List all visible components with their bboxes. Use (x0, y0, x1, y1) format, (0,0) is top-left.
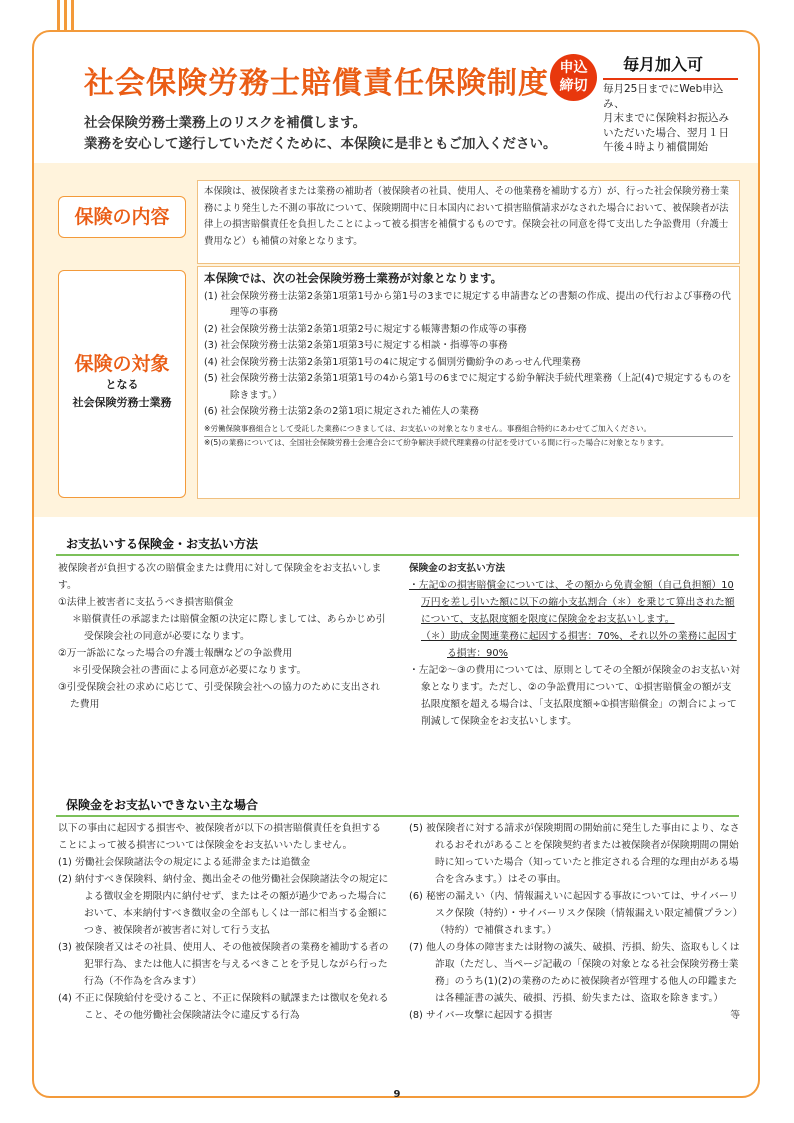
exclusion-item: (7) 他人の身体の障害または財物の滅失、破損、汚損、紛失、盗取もしくは詐取（ただし、当ページ記載の「保険の対象となる社会保険労務士業務」のうち(1)(2)の業務のために被保険者が管理する他人の印鑑または各種証書の滅失、破損、汚損、紛失または、盗取を除きます。） (409, 942, 740, 1004)
coverage-note: ※(5)の業務については、全国社会保険労務士会連合会にて紛争解決手続代理業務の付記を受けている間に行った場合に対象となります。 (204, 437, 669, 447)
page-number: 9 (393, 1089, 401, 1100)
exclusions-left-column: 以下の事由に起因する損害や、被保険者が以下の損害賠償責任を負担することによって被る損害については保険金をお支払いいたしません。 (1) 労働社会保険諸法令の規定による延滞金または追徴金 (2) 納付すべき保険料、納付金、拠出金その他労働社会保険諸法令の規定による徴収金を期限内に納付せず、またはその額が過少であった場合において、本来納付すべき徴収金の全部もしくは一部に相当する金額につき、被保険者が被害者に対して行う支払 (3) 被保険者又はその社員、使用人、その他被保険者の業務を補助する者の犯罪行為、または他人に損害を与えるべきことを予見しながら行った行為（不作為を含みます） (4) 不正に保険給付を受けること、不正に保険料の賦課または徴収を免れること、その他労働社会保険諸法令に違反する行為 (58, 820, 390, 1024)
coverage-item: (5) 社会保険労務士法第2条第1項第1号の4から第1号の6までに規定する紛争解決手続代理業務（上記(4)で規定するものを除きます。） (204, 373, 732, 401)
payment-ratio-note: （＊）助成金関連業務に起因する損害：70%、それ以外の業務に起因する損害：90% (421, 631, 737, 659)
exclusion-item: (8) サイバー攻撃に起因する損害 等 (409, 1010, 740, 1021)
exclusion-item: (6) 秘密の漏えい（内、情報漏えいに起因する事故については、サイバーリスク保険（特約）・サイバーリスク保険（情報漏えい限定補償プラン）（特約）で補償されます。） (409, 891, 739, 936)
exclusion-item: (2) 納付すべき保険料、納付金、拠出金その他労働社会保険諸法令の規定による徴収金を期限内に納付せず、またはその額が過少であった場合において、本来納付すべき徴収金の全部もしくは一部に相当する金額につき、被保険者が被害者に対して行う支払 (58, 874, 389, 936)
payment-method-title: 保険金のお支払い方法 (409, 563, 505, 574)
monthly-enrollment-note: 毎月25日までにWeb申込み、 月末までに保険料お振込み いただいた場合、翌月１日 午後４時より補償開始 (603, 83, 729, 153)
exclusion-item: (1) 労働社会保険諸法令の規定による延滞金または追徴金 (58, 857, 311, 868)
coverage-content (197, 266, 740, 499)
payment-cost-text: ・左記②～③の費用については、原則としてその全額が保険金のお支払い対象となります。ただし、②の争訟費用について、①損害賠償金の額が支払限度額を超える場合は、「支払限度額÷①損害賠償金」の割合によって削減して保険金をお支払いします。 (409, 665, 740, 727)
insurance-content-text: 本保険は、被保険者または業務の補助者（被保険者の社員、使用人、その他業務を補助する方）が、行った社会保険労務士業務により発生した不測の事故について、保険期間中に日本国内において損害賠償請求がなされた場合において、被保険者が法律上の損害賠償責任を負担したことによって被る損害を補償するものです。保険会社の同意を得て支出した争訟費用（弁護士費用など）も補償の対象となります。 (197, 180, 740, 264)
exclusions-right-column (409, 820, 740, 1024)
coverage-item: (1) 社会保険労務士法第2条第1項第1号から第1号の3までに規定する申請書などの書類の作成、提出の代行および事務の代理等の事務 (204, 290, 731, 318)
exclusion-item: (4) 不正に保険給付を受けること、不正に保険料の賦課または徴収を免れること、その他労働社会保険諸法令に違反する行為 (58, 993, 389, 1021)
coverage-note: ※労働保険事務組合として受託した業務につきましては、お支払いの対象となりません。事務組合特約にあわせてご加入ください。 (204, 423, 733, 437)
coverage-item: (6) 社会保険労務士法第2条の2第1項に規定された補佐人の業務 (204, 406, 479, 417)
coverage-label: 保険の対象 となる 社会保険労務士業務 (58, 270, 186, 498)
exclusions-heading: 保険金をお支払いできない主な場合 (56, 796, 739, 817)
page-subtitle: 社会保険労務士業務上のリスクを補償します。 業務を安心して遂行していただくために、本保険に是非ともご加入ください。 (84, 115, 557, 152)
page-title: 社会保険労務士賠償責任保険制度 (84, 66, 549, 101)
payment-method-text: ・左記①の損害賠償金については、その額から免責金額（自己負担額）10万円を差し引いた額に以下の縮小支払割合（＊）を乗じて算出された額について、支払限度額を限度に保険金をお支払いします。 (409, 580, 735, 625)
monthly-enrollment-title: 毎月加入可 (603, 52, 738, 80)
coverage-lead: 本保険では、次の社会保険労務士業務が対象となります。 (204, 271, 503, 285)
coverage-item: (2) 社会保険労務士法第2条第1項第2号に規定する帳簿書類の作成等の事務 (204, 323, 527, 335)
coverage-item: (3) 社会保険労務士法第2条第1項第3号に規定する相談・指導等の事務 (204, 340, 508, 351)
payment-left-column: 被保険者が負担する次の賠償金または費用に対して保険金をお支払いします。 ①法律上被害者に支払うべき損害賠償金 ＊賠償責任の承認または賠償金額の決定に際しましては、あらかじめ引受保険会社の同意が必要になります。 ②万一訴訟になった場合の弁護士報酬などの争訟費用 ＊引受保険会社の書面による同意が必要になります。 ③引受保険会社の求めに応じて、引受保険会社への協力のために支出された費用 (58, 563, 386, 710)
payment-right-column (409, 560, 740, 730)
payment-heading: お支払いする保険金・お支払い方法 (56, 535, 739, 556)
exclusion-item: (3) 被保険者又はその社員、使用人、その他被保険者の業務を補助する者の犯罪行為、または他人に損害を与えるべきことを予見しながら行った行為（不作為を含みます） (58, 942, 389, 987)
deadline-badge: 申込 締切 (550, 54, 597, 101)
insurance-content-label: 保険の内容 (58, 196, 186, 238)
exclusion-item: (5) 被保険者に対する請求が保険期間の開始前に発生した事由により、なされるおそれがあることを保険契約者または被保険者が保険期間の開始時に知っていた場合（知っていたと推定される合理的な理由がある場合を含みます。）はその事由。 (409, 823, 740, 885)
coverage-item: (4) 社会保険労務士法第2条第1項第1号の4に規定する個別労働紛争のあっせん代理業務 (204, 356, 581, 368)
